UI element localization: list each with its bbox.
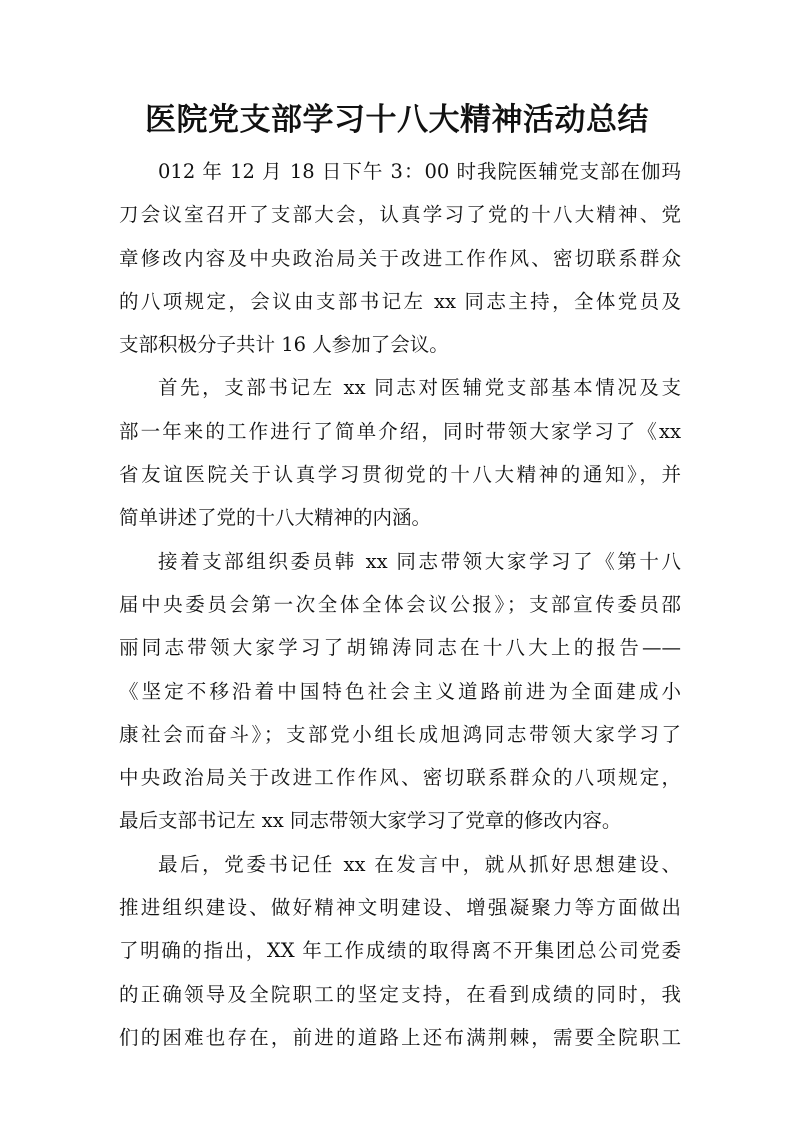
document-title: 医院党支部学习十八大精神活动总结 [145,102,649,138]
paragraph-2-line-1: 首先，支部书记左 xx 同志对医辅党支部基本情况及支 [158,376,681,400]
paragraph-3-line-2: 届中央委员会第一次全体全体会议公报》；支部宣传委员邵 [119,592,681,616]
paragraph-3-line-1: 接着支部组织委员韩 xx 同志带领大家学习了《第十八 [158,549,681,573]
paragraph-1-line-2: 刀会议室召开了支部大会，认真学习了党的十八大精神、党 [119,203,681,227]
paragraph-3-line-3: 丽同志带领大家学习了胡锦涛同志在十八大上的报告—— [119,636,681,660]
paragraph-4-line-5: 们的困难也存在，前进的道路上还布满荆棘，需要全院职工 [119,1025,681,1049]
paragraph-4-line-4: 的正确领导及全院职工的坚定支持，在看到成绩的同时，我 [119,982,681,1006]
paragraph-1-line-1: 012 年 12 月 18 日下午 3：00 时我院医辅党支部在伽玛 [158,160,681,183]
paragraph-2-line-2: 部一年来的工作进行了简单介绍，同时带领大家学习了《xx [119,419,681,443]
paragraph-1-line-3: 章修改内容及中央政治局关于改进工作作风、密切联系群众 [119,246,681,270]
paragraph-4-line-1: 最后，党委书记任 xx 在发言中，就从抓好思想建设、 [158,852,681,876]
document-body [119,150,681,1059]
paragraph-3-line-5: 康社会而奋斗》；支部党小组长成旭鸿同志带领大家学习了 [119,722,681,746]
paragraph-2-line-3: 省友谊医院关于认真学习贯彻党的十八大精神的通知》，并 [119,463,681,487]
paragraph-1-line-4: 的八项规定，会议由支部书记左 xx 同志主持，全体党员及 [119,289,681,313]
paragraph-3-line-7: 最后支部书记左 xx 同志带领大家学习了党章的修改内容。 [119,809,622,833]
paragraph-2-line-4: 简单讲述了党的十八大精神的内涵。 [119,506,432,530]
paragraph-4-line-2: 推进组织建设、做好精神文明建设、增强凝聚力等方面做出 [119,896,681,920]
paragraph-1-line-5: 支部积极分子共计 16 人参加了会议。 [119,333,449,357]
paragraph-3-line-4: 《坚定不移沿着中国特色社会主义道路前进为全面建成小 [119,679,681,703]
paragraph-4-line-3: 了明确的指出，XX 年工作成绩的取得离不开集团总公司党委 [119,939,681,963]
paragraph-3-line-6: 中央政治局关于改进工作作风、密切联系群众的八项规定， [119,766,681,790]
